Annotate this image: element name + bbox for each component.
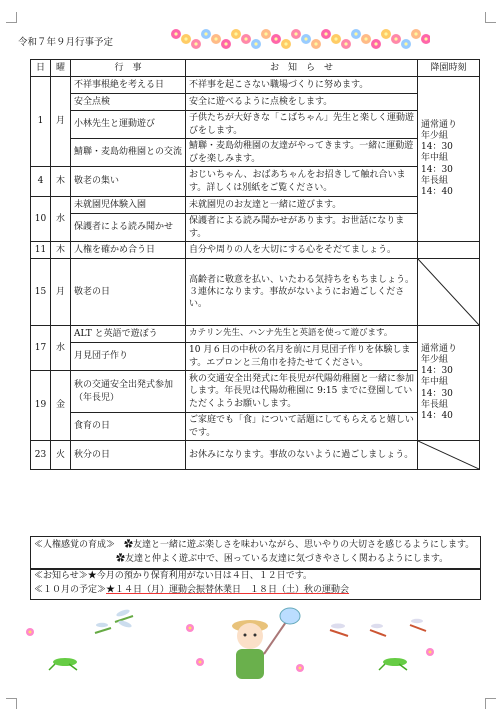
event-cell: 秋の交通安全出発式参加（年長児） <box>71 371 186 413</box>
notice-cell: 安全に遊べるように点検をします。 <box>186 94 418 111</box>
flower-icon <box>26 628 34 636</box>
pickup-time-text: 14：30 <box>421 164 453 175</box>
flower-center <box>244 37 247 40</box>
pickup-time-text: 年少組 <box>421 354 449 365</box>
notice-cell: 10 月６日の中秋の名月を前に月見団子作りを体験します。エプロンと三角巾を持たせてください。 <box>186 343 418 371</box>
flower-center <box>394 37 397 40</box>
flower-center <box>174 32 177 35</box>
flower-center <box>424 37 427 40</box>
human-rights-section <box>30 536 481 570</box>
notice-cell <box>186 259 418 326</box>
weekday-cell: 木 <box>51 167 71 197</box>
dragonfly-icon <box>330 624 348 637</box>
weekday-cell: 火 <box>51 441 71 470</box>
event-cell: 保護者による読み聞かせ <box>71 214 186 242</box>
flower-center <box>404 42 407 45</box>
day-cell: 11 <box>31 242 51 259</box>
news-line: ≪１０月の予定≫★１４日（月）運動会振替休業日 １８日（土）秋の運動会 <box>34 584 350 595</box>
weekday-cell: 木 <box>51 242 71 259</box>
pickup-time-cell-slashed <box>418 441 480 470</box>
event-cell: 食育の日 <box>71 413 186 441</box>
table-row <box>31 139 480 167</box>
day-cell: 23 <box>31 441 51 470</box>
header-day: 日 <box>31 60 51 77</box>
flower-center <box>314 42 317 45</box>
pickup-time-cell <box>418 326 480 441</box>
child-with-net-icon <box>232 608 300 679</box>
news-line: ≪お知らせ≫★今月の預かり保育利用がない日は４日、１２日です。 <box>34 571 313 581</box>
event-cell: 安全点検 <box>71 94 186 111</box>
weekday-cell: 水 <box>51 197 71 242</box>
pickup-time-text: 14：40 <box>421 187 453 198</box>
pickup-time-text: 年中組 <box>421 377 449 388</box>
day-cell: 4 <box>31 167 51 197</box>
flower-center <box>384 32 387 35</box>
table-row <box>31 413 480 441</box>
flower-center <box>254 42 257 45</box>
grasshopper-icon <box>49 658 77 670</box>
table-row <box>31 111 480 139</box>
dragonfly-icon <box>95 623 111 633</box>
day-cell: 17 <box>31 326 51 371</box>
flower-center <box>344 42 347 45</box>
pickup-time-text: 14：30 <box>421 142 453 153</box>
flower-center <box>294 32 297 35</box>
event-cell: 小林先生と運動遊び <box>71 111 186 139</box>
page-title: 令和７年９月行事予定 <box>18 37 114 48</box>
pickup-time-text: 年長組 <box>421 175 449 186</box>
notice-cell: 不祥事を起こさない職場づくりに努めます。 <box>186 77 418 94</box>
table-row <box>31 167 480 197</box>
flower-icon <box>196 658 204 666</box>
schedule-table <box>30 59 480 470</box>
table-row <box>31 441 480 470</box>
day-cell: 10 <box>31 197 51 242</box>
notice-cell: 子供たちが大好きな「こばちゃん」先生と楽しく運動遊びをします。 <box>186 111 418 139</box>
diagonal-slash <box>418 441 479 469</box>
table-row <box>31 371 480 413</box>
event-cell: 鯖聯・麦島幼稚園との交流 <box>71 139 186 167</box>
pickup-time-text: 14：30 <box>421 388 453 399</box>
flower-center <box>304 37 307 40</box>
dragonfly-icon <box>410 619 426 631</box>
flower-icon <box>296 664 304 672</box>
weekday-cell: 水 <box>51 326 71 371</box>
event-cell: ALT と英語で遊ぼう <box>71 326 186 343</box>
grasshopper-icon <box>379 658 407 670</box>
event-cell: 人権を確かめ合う日 <box>71 242 186 259</box>
flower-center <box>214 37 217 40</box>
star-icon: ✿ <box>124 540 134 550</box>
notice-cell: 秋の交通安全出発式に年長児が代陽幼稚園と一緒に参加します。年長児は代陽幼稚園に 9:15 までに登園していただくようお願いします。 <box>186 371 418 413</box>
pickup-time-text: 年少組 <box>421 130 449 141</box>
notice-cell: お休みになります。事故のないように過ごしましょう。 <box>186 441 418 470</box>
flower-center <box>374 42 377 45</box>
pickup-time-text: 14：30 <box>421 366 453 377</box>
pickup-time-text: 通常通り <box>421 119 458 130</box>
header-notice: お 知 ら せ <box>186 60 418 77</box>
day-cell: 15 <box>31 259 51 326</box>
header-event: 行 事 <box>71 60 186 77</box>
weekday-cell: 金 <box>51 371 71 441</box>
event-cell: 不祥事根絶を考える日 <box>71 77 186 94</box>
weekday-cell: 月 <box>51 77 71 167</box>
flower-center <box>234 32 237 35</box>
notice-cell: ご家庭でも「食」について話題にしてもらえると嬉しいです。 <box>186 413 418 441</box>
header-pickup: 降園時刻 <box>418 60 480 77</box>
table-row <box>31 94 480 111</box>
table-row <box>31 343 480 371</box>
notice-text: 高齢者に敬意を払い、いたわる気持ちをもちましょう。 <box>189 274 415 285</box>
event-cell: 秋分の日 <box>71 441 186 470</box>
weekday-cell: 月 <box>51 259 71 326</box>
notice-cell: カテリン先生、ハンナ先生と英語を使って遊びます。 <box>186 326 418 343</box>
table-row <box>31 259 480 326</box>
flower-border-decoration <box>170 26 430 52</box>
dragonfly-icon <box>115 608 133 628</box>
pickup-time-cell-empty <box>418 242 480 259</box>
pickup-time-text: 年中組 <box>421 153 449 164</box>
table-row <box>31 77 480 94</box>
diagonal-slash <box>418 259 479 325</box>
flower-center <box>414 32 417 35</box>
illustration-decoration <box>0 600 501 700</box>
dragonfly-icon <box>370 624 386 636</box>
table-row <box>31 197 480 214</box>
flower-center <box>184 37 187 40</box>
pickup-time-cell <box>418 77 480 242</box>
flower-center <box>284 42 287 45</box>
flower-center <box>194 42 197 45</box>
table-row <box>31 214 480 242</box>
human-rights-label: ≪人権感覚の育成≫ <box>34 540 116 550</box>
pickup-time-text: 通常通り <box>421 343 458 354</box>
notice-cell: 自分や周りの人を大切にする心をそだてましょう。 <box>186 242 418 259</box>
notice-cell: 保護者による読み聞かせがあります。お世話になります。 <box>186 214 418 242</box>
table-row <box>31 242 480 259</box>
star-icon: ✿ <box>116 553 126 564</box>
flower-center <box>224 42 227 45</box>
flower-center <box>354 32 357 35</box>
news-section <box>30 568 481 600</box>
pickup-time-text: 年長組 <box>421 399 449 410</box>
flower-center <box>274 37 277 40</box>
flower-icon <box>426 648 434 656</box>
flower-center <box>204 32 207 35</box>
day-cell: 19 <box>31 371 51 441</box>
notice-cell: 鯖聯・麦島幼稚園の友達がやってきます。一緒に運動遊びを楽しみます。 <box>186 139 418 167</box>
flower-center <box>334 37 337 40</box>
header-weekday: 曜 <box>51 60 71 77</box>
event-cell: 敬老の日 <box>71 259 186 326</box>
flower-center <box>364 37 367 40</box>
event-cell: 敬老の集い <box>71 167 186 197</box>
notice-cell: 未就園児のお友達と一緒に遊びます。 <box>186 197 418 214</box>
flower-icon <box>186 624 194 632</box>
notice-cell: おじいちゃん、おばあちゃんをお招きして触れ合います。詳しくは別紙をご覧ください。 <box>186 167 418 197</box>
flower-center <box>324 32 327 35</box>
event-cell: 月見団子作り <box>71 343 186 371</box>
pickup-time-text: 14：40 <box>421 411 453 422</box>
notice-text: ３連休になります。事故がないようにお過ごしください。 <box>189 286 405 310</box>
pickup-time-cell-slashed <box>418 259 480 326</box>
human-rights-item: ≪人権感覚の育成≫ ✿友達と一緒に遊ぶ楽しさを味わいながら、思いやりの大切さを感じるようにします。 <box>34 539 477 553</box>
human-rights-item: ✿友達と仲よく遊ぶ中で、困っている友達に気づきやさしく関わるようにします。 <box>116 553 449 564</box>
event-cell: 未就園児体験入園 <box>71 197 186 214</box>
day-cell: 1 <box>31 77 51 167</box>
flower-center <box>264 32 267 35</box>
table-row <box>31 326 480 343</box>
table-header-row <box>31 60 480 77</box>
